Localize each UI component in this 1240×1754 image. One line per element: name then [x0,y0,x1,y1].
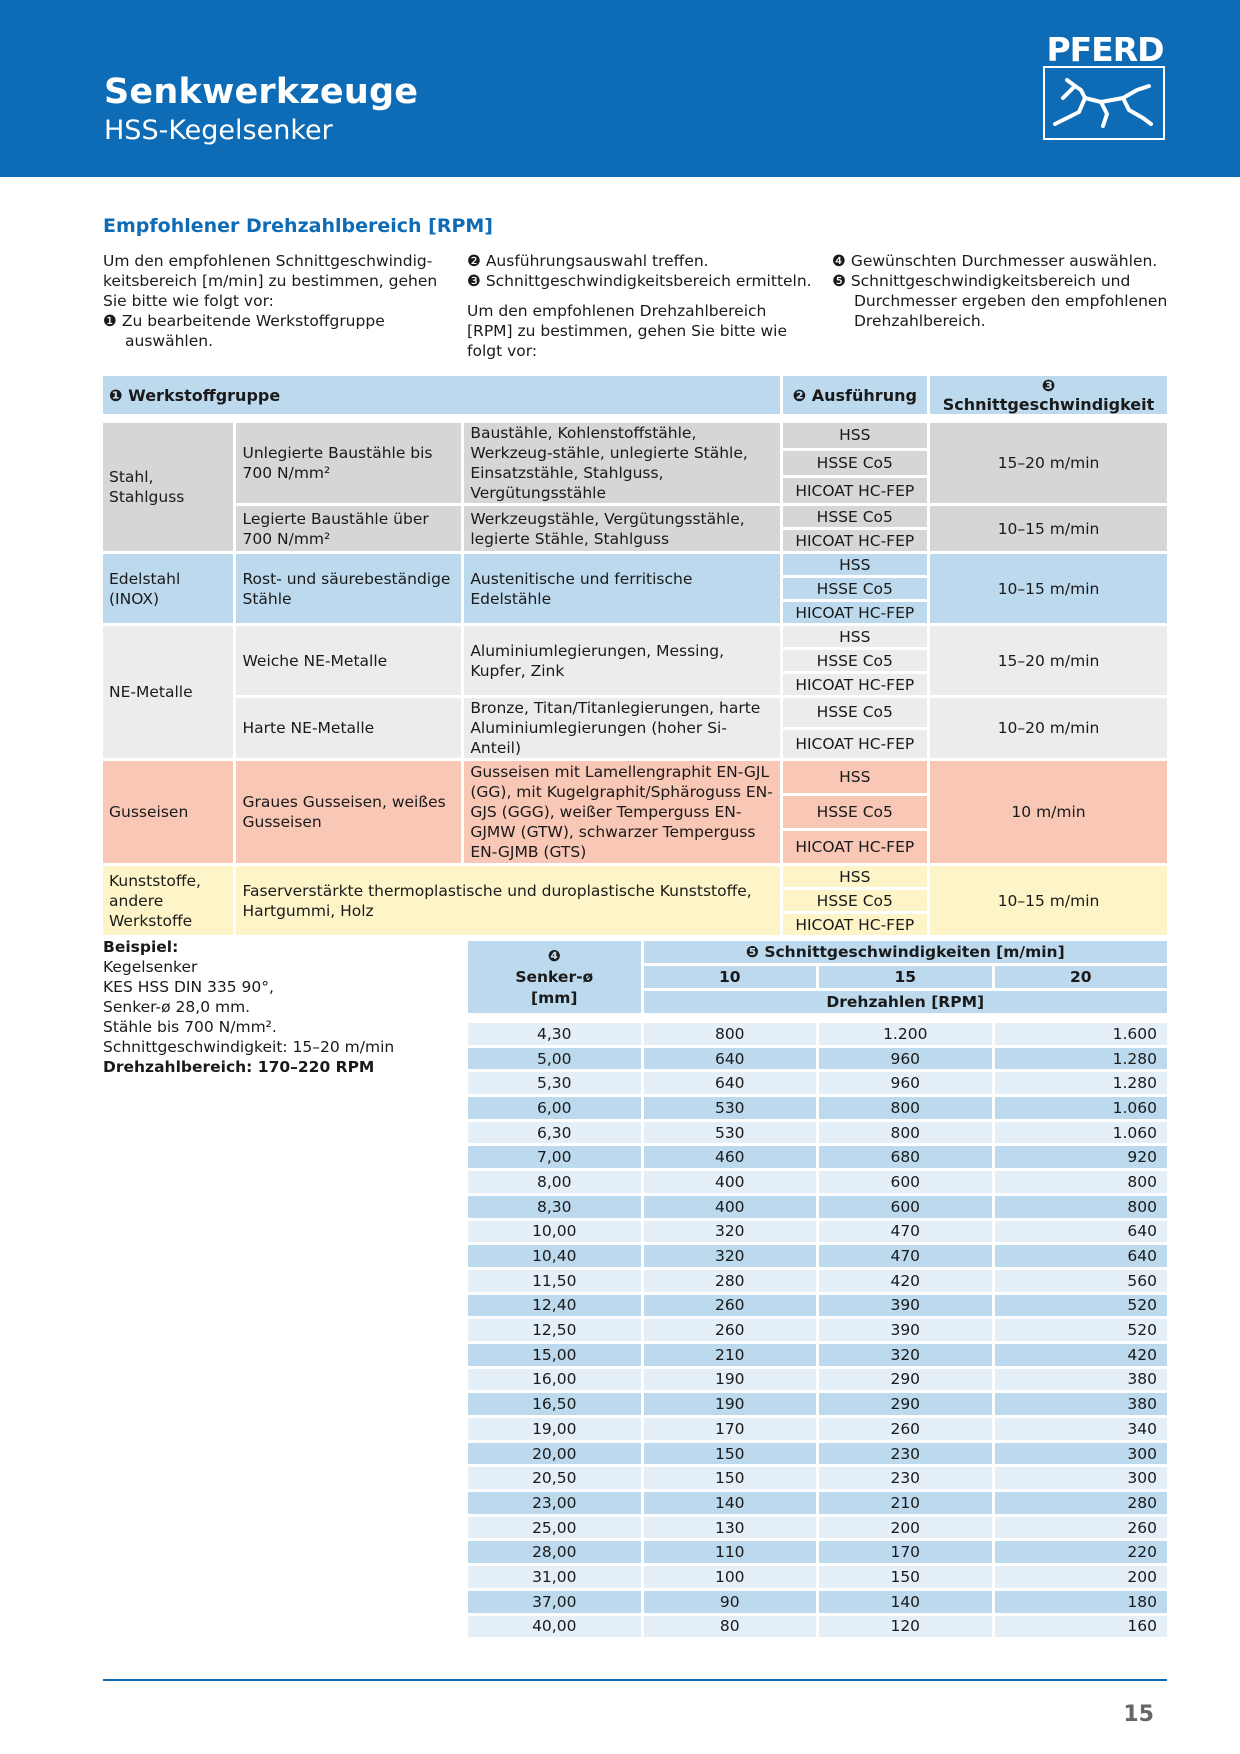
rpm-10-cell: 640 [644,1048,817,1070]
variant-cell: HSSE Co5 [783,578,928,599]
speed-cell: 15–20 m/min [930,423,1167,503]
rpm-10-cell: 190 [644,1393,817,1415]
rpm-15-cell: 120 [819,1616,992,1638]
variant-cell: HICOAT HC-FEP [783,674,928,695]
diameter-cell: 37,00 [468,1591,641,1613]
rpm-15-cell: 260 [819,1418,992,1440]
diameter-cell: 4,30 [468,1023,641,1045]
variant-cell: HSS [783,761,928,793]
table-row [468,1171,1167,1193]
table-row [103,761,1167,793]
diameter-cell: 8,30 [468,1196,641,1218]
table-row [468,1097,1167,1119]
intro-text: [RPM] zu bestimmen, gehen Sie bitte wie [467,322,788,340]
rpm-20-cell: 520 [995,1319,1168,1341]
intro-text: auswählen. [125,332,213,350]
rpm-15-cell: 470 [819,1221,992,1243]
rpm-20-cell: 180 [995,1591,1168,1613]
rpm-20-cell: 800 [995,1196,1168,1218]
group-cell: Gusseisen [103,761,233,863]
example-line: Senker-ø 28,0 mm. [103,998,251,1016]
rpm-10-cell: 190 [644,1369,817,1391]
diameter-cell: 5,30 [468,1072,641,1094]
rpm-10-cell: 800 [644,1023,817,1045]
rpm-10-cell: 90 [644,1591,817,1613]
rpm-10-cell: 260 [644,1295,817,1317]
page-subtitle: HSS-Kegelsenker [104,115,333,146]
diameter-cell: 20,00 [468,1443,641,1465]
speed-cell: 10–15 m/min [930,506,1167,551]
rpm-10-cell: 170 [644,1418,817,1440]
rpm-15-cell: 150 [819,1566,992,1588]
material-group-table [100,373,1170,938]
rpm-10-cell: 100 [644,1566,817,1588]
diameter-cell: 25,00 [468,1517,641,1539]
footer-divider [103,1679,1167,1681]
rpm-15-cell: 390 [819,1319,992,1341]
rpm-10-cell: 530 [644,1097,817,1119]
intro-text: Durchmesser ergeben den empfohlenen [854,292,1168,310]
example-block [103,937,394,1077]
speed-cell: 10–20 m/min [930,698,1167,758]
table-row [468,1566,1167,1588]
rpm-15-cell: 420 [819,1270,992,1292]
diameter-cell: 16,50 [468,1393,641,1415]
rpm-15-cell: 1.200 [819,1023,992,1045]
group-cell: Stahl, Stahlguss [103,423,233,551]
rpm-15-cell: 600 [819,1171,992,1193]
group-cell: Edelstahl (INOX) [103,554,233,623]
diameter-cell: 12,50 [468,1319,641,1341]
rpm-15-cell: 800 [819,1097,992,1119]
table-row [468,1344,1167,1366]
rpm-10-cell: 400 [644,1171,817,1193]
subgroup-cell: Unlegierte Baustähle bis 700 N/mm² [236,423,461,503]
rpm-15-cell: 140 [819,1591,992,1613]
diameter-cell: 10,00 [468,1221,641,1243]
table-row [468,1270,1167,1292]
subgroup-cell: Faserverstärkte thermoplastische und duroplastische Kunststoffe, Hartgummi, Holz [236,866,779,935]
example-label: Beispiel: [103,938,179,956]
rpm-20-cell: 640 [995,1221,1168,1243]
variant-cell: HICOAT HC-FEP [783,730,928,759]
rpm-20-cell: 380 [995,1393,1168,1415]
variant-cell: HICOAT HC-FEP [783,478,928,503]
table-row [468,1196,1167,1218]
rpm-15-cell: 600 [819,1196,992,1218]
variant-cell: HSSE Co5 [783,506,928,527]
intro-step-5: ❺ Schnittgeschwindigkeitsbereich und [832,272,1131,290]
rpm-15-cell: 960 [819,1048,992,1070]
header-speed-20: 20 [995,966,1168,988]
rpm-20-cell: 1.060 [995,1097,1168,1119]
description-cell: Baustähle, Kohlenstoffstähle, Werkzeug-stähle, unlegierte Stähle, Einsatzstähle, Stahlguss, Vergütungsstähle [464,423,779,503]
diameter-cell: 6,00 [468,1097,641,1119]
rpm-20-cell: 640 [995,1245,1168,1267]
rpm-15-cell: 800 [819,1122,992,1144]
table-row [468,1517,1167,1539]
example-line: KES HSS DIN 335 90°, [103,978,274,996]
page-header [0,0,1240,177]
rpm-10-cell: 280 [644,1270,817,1292]
subgroup-cell: Graues Gusseisen, weißes Gusseisen [236,761,461,863]
rpm-15-cell: 320 [819,1344,992,1366]
rpm-10-cell: 80 [644,1616,817,1638]
speed-cell: 10–15 m/min [930,866,1167,935]
speed-cell: 10–15 m/min [930,554,1167,623]
diameter-cell: 11,50 [468,1270,641,1292]
table-row [468,1492,1167,1514]
table-row [468,1295,1167,1317]
group-cell: NE-Metalle [103,626,233,758]
rpm-20-cell: 220 [995,1541,1168,1563]
diameter-cell: 31,00 [468,1566,641,1588]
header-diameter [468,941,641,1013]
rpm-20-cell: 1.280 [995,1072,1168,1094]
rpm-10-cell: 150 [644,1443,817,1465]
diameter-cell: 20,50 [468,1467,641,1489]
rpm-10-cell: 130 [644,1517,817,1539]
rpm-10-cell: 260 [644,1319,817,1341]
horse-logo-icon [1043,66,1165,140]
rpm-table [465,938,1170,1640]
table-row [468,1122,1167,1144]
rpm-10-cell: 320 [644,1245,817,1267]
header-diameter-unit: [mm] [531,988,578,1007]
rpm-15-cell: 170 [819,1541,992,1563]
rpm-10-cell: 640 [644,1072,817,1094]
diameter-cell: 10,40 [468,1245,641,1267]
rpm-20-cell: 380 [995,1369,1168,1391]
variant-cell: HSS [783,423,928,448]
intro-text: folgt vor: [467,342,538,360]
rpm-20-cell: 520 [995,1295,1168,1317]
variant-cell: HSSE Co5 [783,698,928,727]
intro-column-3 [832,251,1172,331]
header-rpm: Drehzahlen [RPM] [644,991,1168,1013]
table-row [468,1146,1167,1168]
diameter-cell: 28,00 [468,1541,641,1563]
variant-cell: HICOAT HC-FEP [783,914,928,935]
intro-text: Drehzahlbereich. [854,312,986,330]
example-line: Schnittgeschwindigkeit: 15–20 m/min [103,1038,395,1056]
variant-cell: HSS [783,554,928,575]
table-row [103,554,1167,575]
intro-step-2: ❷ Ausführungsauswahl treffen. [467,252,709,270]
rpm-15-cell: 290 [819,1393,992,1415]
step-4-icon: ❹ [547,946,561,965]
table-row [468,1418,1167,1440]
rpm-20-cell: 560 [995,1270,1168,1292]
table-row [468,1443,1167,1465]
brand-logo-text: PFERD [1046,30,1164,69]
rpm-20-cell: 280 [995,1492,1168,1514]
rpm-20-cell: 420 [995,1344,1168,1366]
variant-cell: HSS [783,626,928,647]
rpm-20-cell: 1.280 [995,1048,1168,1070]
table-row [468,1245,1167,1267]
table-row [468,1319,1167,1341]
example-line: Stähle bis 700 N/mm². [103,1018,277,1036]
rpm-15-cell: 210 [819,1492,992,1514]
subgroup-cell: Weiche NE-Metalle [236,626,461,695]
variant-cell: HSSE Co5 [783,650,928,671]
variant-cell: HICOAT HC-FEP [783,530,928,551]
diameter-cell: 16,00 [468,1369,641,1391]
rpm-10-cell: 400 [644,1196,817,1218]
variant-cell: HSSE Co5 [783,796,928,828]
table-row [468,1616,1167,1638]
table-row [468,1048,1167,1070]
rpm-20-cell: 800 [995,1171,1168,1193]
rpm-20-cell: 300 [995,1467,1168,1489]
rpm-10-cell: 150 [644,1467,817,1489]
rpm-15-cell: 680 [819,1146,992,1168]
rpm-20-cell: 1.060 [995,1122,1168,1144]
table-row [468,1023,1167,1045]
diameter-cell: 8,00 [468,1171,641,1193]
description-cell: Aluminiumlegierungen, Messing, Kupfer, Zink [464,626,779,695]
description-cell: Bronze, Titan/Titanlegierungen, harte Aluminiumlegierungen (hoher Si-Anteil) [464,698,779,758]
table-row [468,1541,1167,1563]
diameter-cell: 40,00 [468,1616,641,1638]
rpm-10-cell: 460 [644,1146,817,1168]
header-diameter-label: Senker-ø [515,967,594,986]
variant-cell: HICOAT HC-FEP [783,602,928,623]
rpm-10-cell: 320 [644,1221,817,1243]
rpm-20-cell: 340 [995,1418,1168,1440]
rpm-15-cell: 390 [819,1295,992,1317]
variant-cell: HICOAT HC-FEP [783,831,928,863]
speed-cell: 10 m/min [930,761,1167,863]
diameter-cell: 7,00 [468,1146,641,1168]
rpm-10-cell: 110 [644,1541,817,1563]
diameter-cell: 23,00 [468,1492,641,1514]
intro-column-1 [103,251,443,351]
intro-step-1: ❶ Zu bearbeitende Werkstoffgruppe [103,312,385,330]
table-row [468,1221,1167,1243]
page-title: Senkwerkzeuge [104,72,419,112]
rpm-15-cell: 230 [819,1443,992,1465]
subgroup-cell: Harte NE-Metalle [236,698,461,758]
subgroup-cell: Rost- und säurebeständige Stähle [236,554,461,623]
header-schnittgeschwindigkeit: ❸ Schnittgeschwindigkeit [930,376,1167,414]
header-speed-10: 10 [644,966,817,988]
table-row [468,1393,1167,1415]
section-title: Empfohlener Drehzahlbereich [RPM] [103,215,493,237]
example-result: Drehzahlbereich: 170–220 RPM [103,1058,375,1076]
page-number: 15 [1123,1702,1154,1727]
rpm-20-cell: 920 [995,1146,1168,1168]
table-row [468,1369,1167,1391]
rpm-15-cell: 470 [819,1245,992,1267]
diameter-cell: 12,40 [468,1295,641,1317]
rpm-15-cell: 960 [819,1072,992,1094]
diameter-cell: 19,00 [468,1418,641,1440]
intro-step-4: ❹ Gewünschten Durchmesser auswählen. [832,252,1158,270]
header-speed-15: 15 [819,966,992,988]
variant-cell: HSS [783,866,928,887]
table-row [103,866,1167,887]
rpm-10-cell: 210 [644,1344,817,1366]
rpm-15-cell: 200 [819,1517,992,1539]
description-cell: Werkzeugstähle, Vergütungsstähle, legierte Stähle, Stahlguss [464,506,779,551]
rpm-15-cell: 290 [819,1369,992,1391]
header-ausfuehrung: ❷ Ausführung [783,376,928,414]
rpm-table-body [468,1023,1167,1637]
intro-text: Um den empfohlenen Schnittgeschwindig- [103,252,433,270]
description-cell: Austenitische und ferritische Edelstähle [464,554,779,623]
table-row [103,423,1167,448]
intro-step-3: ❸ Schnittgeschwindigkeitsbereich ermitteln. [467,272,812,290]
table-row [468,1591,1167,1613]
rpm-10-cell: 140 [644,1492,817,1514]
rpm-20-cell: 200 [995,1566,1168,1588]
table-row [468,1072,1167,1094]
rpm-20-cell: 160 [995,1616,1168,1638]
table-row [468,1467,1167,1489]
variant-cell: HSSE Co5 [783,890,928,911]
intro-text: Sie bitte wie folgt vor: [103,292,274,310]
diameter-cell: 6,30 [468,1122,641,1144]
example-line: Kegelsenker [103,958,198,976]
intro-text: keitsbereich [m/min] zu bestimmen, gehen [103,272,438,290]
rpm-15-cell: 230 [819,1467,992,1489]
intro-text: Um den empfohlenen Drehzahlbereich [467,302,767,320]
subgroup-cell: Legierte Baustähle über 700 N/mm² [236,506,461,551]
intro-column-2 [467,251,817,361]
header-werkstoffgruppe: ❶ Werkstoffgruppe [103,376,780,414]
diameter-cell: 5,00 [468,1048,641,1070]
description-cell: Gusseisen mit Lamellengraphit EN-GJL (GG), mit Kugelgraphit/Sphäroguss EN-GJS (GGG), weißer Temperguss EN-GJMW (GTW), schwarzer Temperguss EN-GJMB (GTS) [464,761,779,863]
rpm-10-cell: 530 [644,1122,817,1144]
speed-cell: 15–20 m/min [930,626,1167,695]
header-speeds: ❺ Schnittgeschwindigkeiten [m/min] [644,941,1168,963]
rpm-20-cell: 300 [995,1443,1168,1465]
variant-cell: HSSE Co5 [783,451,928,476]
group-cell: Kunststoffe, andere Werkstoffe [103,866,233,935]
table-row [103,626,1167,647]
rpm-20-cell: 1.600 [995,1023,1168,1045]
diameter-cell: 15,00 [468,1344,641,1366]
rpm-20-cell: 260 [995,1517,1168,1539]
